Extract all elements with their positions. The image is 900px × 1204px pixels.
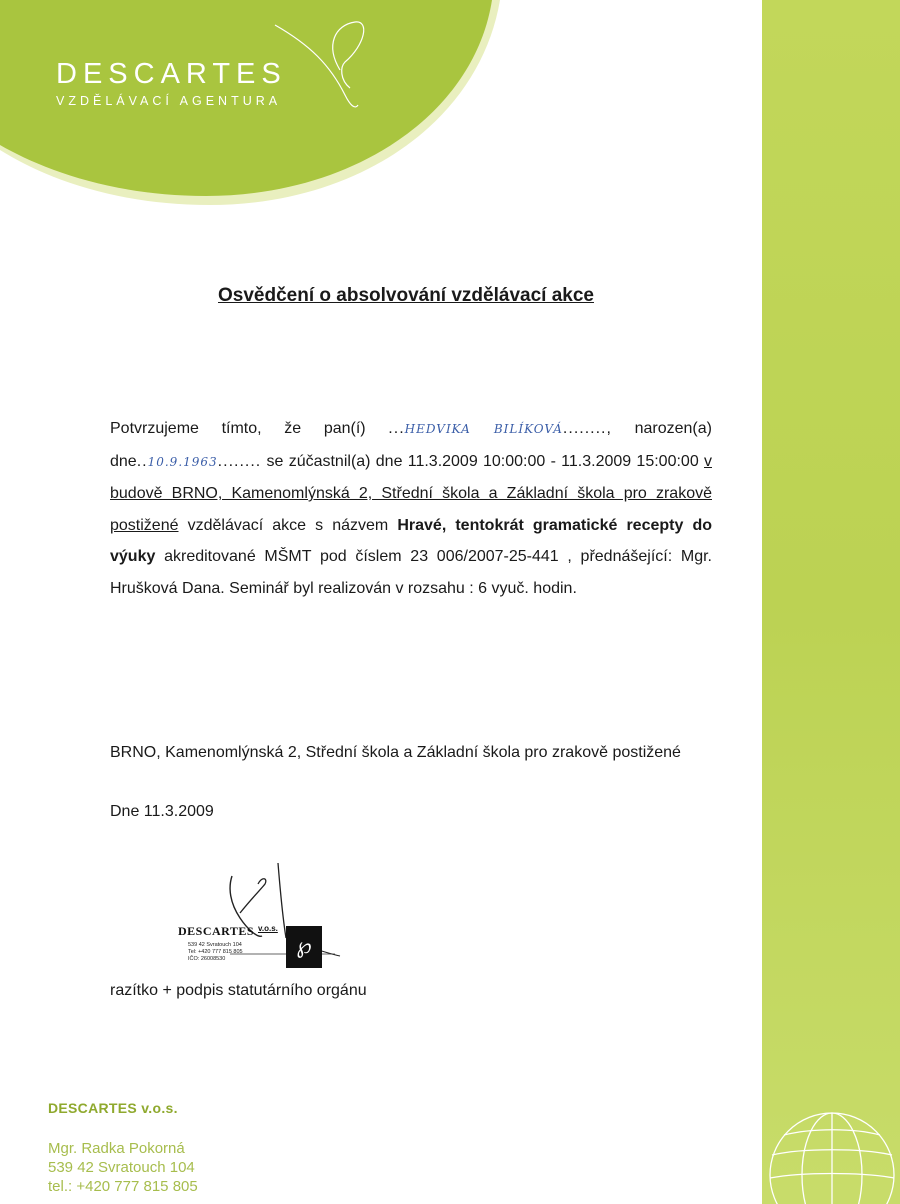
event-name: Hravé, tentokrát gramatické recepty do výuky bbox=[110, 516, 713, 565]
stamp-ico: IČO: 26008530 bbox=[188, 956, 226, 962]
dots: ... bbox=[388, 420, 405, 437]
right-decorative-stripe bbox=[762, 0, 900, 1204]
handwritten-name: HEDVIKA BILÍKOVÁ bbox=[404, 422, 563, 436]
attendance-text: se zúčastnil(a) dne 11.3.2009 10:00:00 - 11.3.2009 15:00:00 bbox=[266, 452, 699, 470]
dots: ........ bbox=[217, 452, 262, 470]
stamp-name: DESCARTES bbox=[178, 924, 255, 938]
dots: ........, bbox=[562, 420, 612, 437]
stamp-caption: razítko + podpis statutárního orgánu bbox=[110, 982, 367, 999]
document-title: Osvědčení o absolvování vzdělávací akce bbox=[218, 285, 594, 306]
dots: .. bbox=[136, 452, 148, 470]
stamp-address: 539 42 Svratouch 104 bbox=[188, 942, 242, 948]
footer-organization: DESCARTES v.o.s. bbox=[48, 1100, 178, 1116]
stamp-logo-icon: ℘ bbox=[286, 926, 322, 968]
stamp-phone: Tel: +420 777 815 805 bbox=[188, 949, 243, 955]
brand-name: DESCARTES bbox=[56, 58, 287, 90]
location-text: v budově BRNO, Kamenomlýnská 2, Střední škola a Základní škola pro zrakově postižené bbox=[110, 452, 712, 534]
footer-person: Mgr. Radka Pokorná bbox=[48, 1140, 185, 1157]
event-label: vzdělávací akce s názvem bbox=[187, 516, 389, 534]
born-label: narozen(a) bbox=[634, 420, 712, 437]
stamp-suffix: v.o.s. bbox=[258, 924, 278, 933]
body-intro: Potvrzujeme tímto, že pan(í) bbox=[110, 420, 366, 437]
brand-subtitle: VZDĚLÁVACÍ AGENTURA bbox=[56, 94, 282, 108]
handwritten-birthdate: 10.9.1963 bbox=[147, 454, 218, 469]
footer-address: 539 42 Svratouch 104 bbox=[48, 1159, 195, 1176]
accreditation-text: akreditované MŠMT pod číslem 23 006/2007-25-441 , přednášející: Mgr. Hrušková Dana. Seminář byl realizován v rozsahu : 6 vyuč. hodin. bbox=[110, 548, 712, 597]
issue-place: BRNO, Kamenomlýnská 2, Střední škola a Základní škola pro zrakově postižené bbox=[110, 744, 681, 761]
issue-date: Dne 11.3.2009 bbox=[110, 803, 214, 820]
globe-icon bbox=[762, 1080, 900, 1204]
stamp-and-signature bbox=[170, 858, 350, 978]
header-green-shape bbox=[0, 0, 520, 220]
footer-phone: tel.: +420 777 815 805 bbox=[48, 1178, 198, 1195]
certificate-body bbox=[110, 413, 712, 604]
dne-label: dne bbox=[110, 452, 137, 470]
